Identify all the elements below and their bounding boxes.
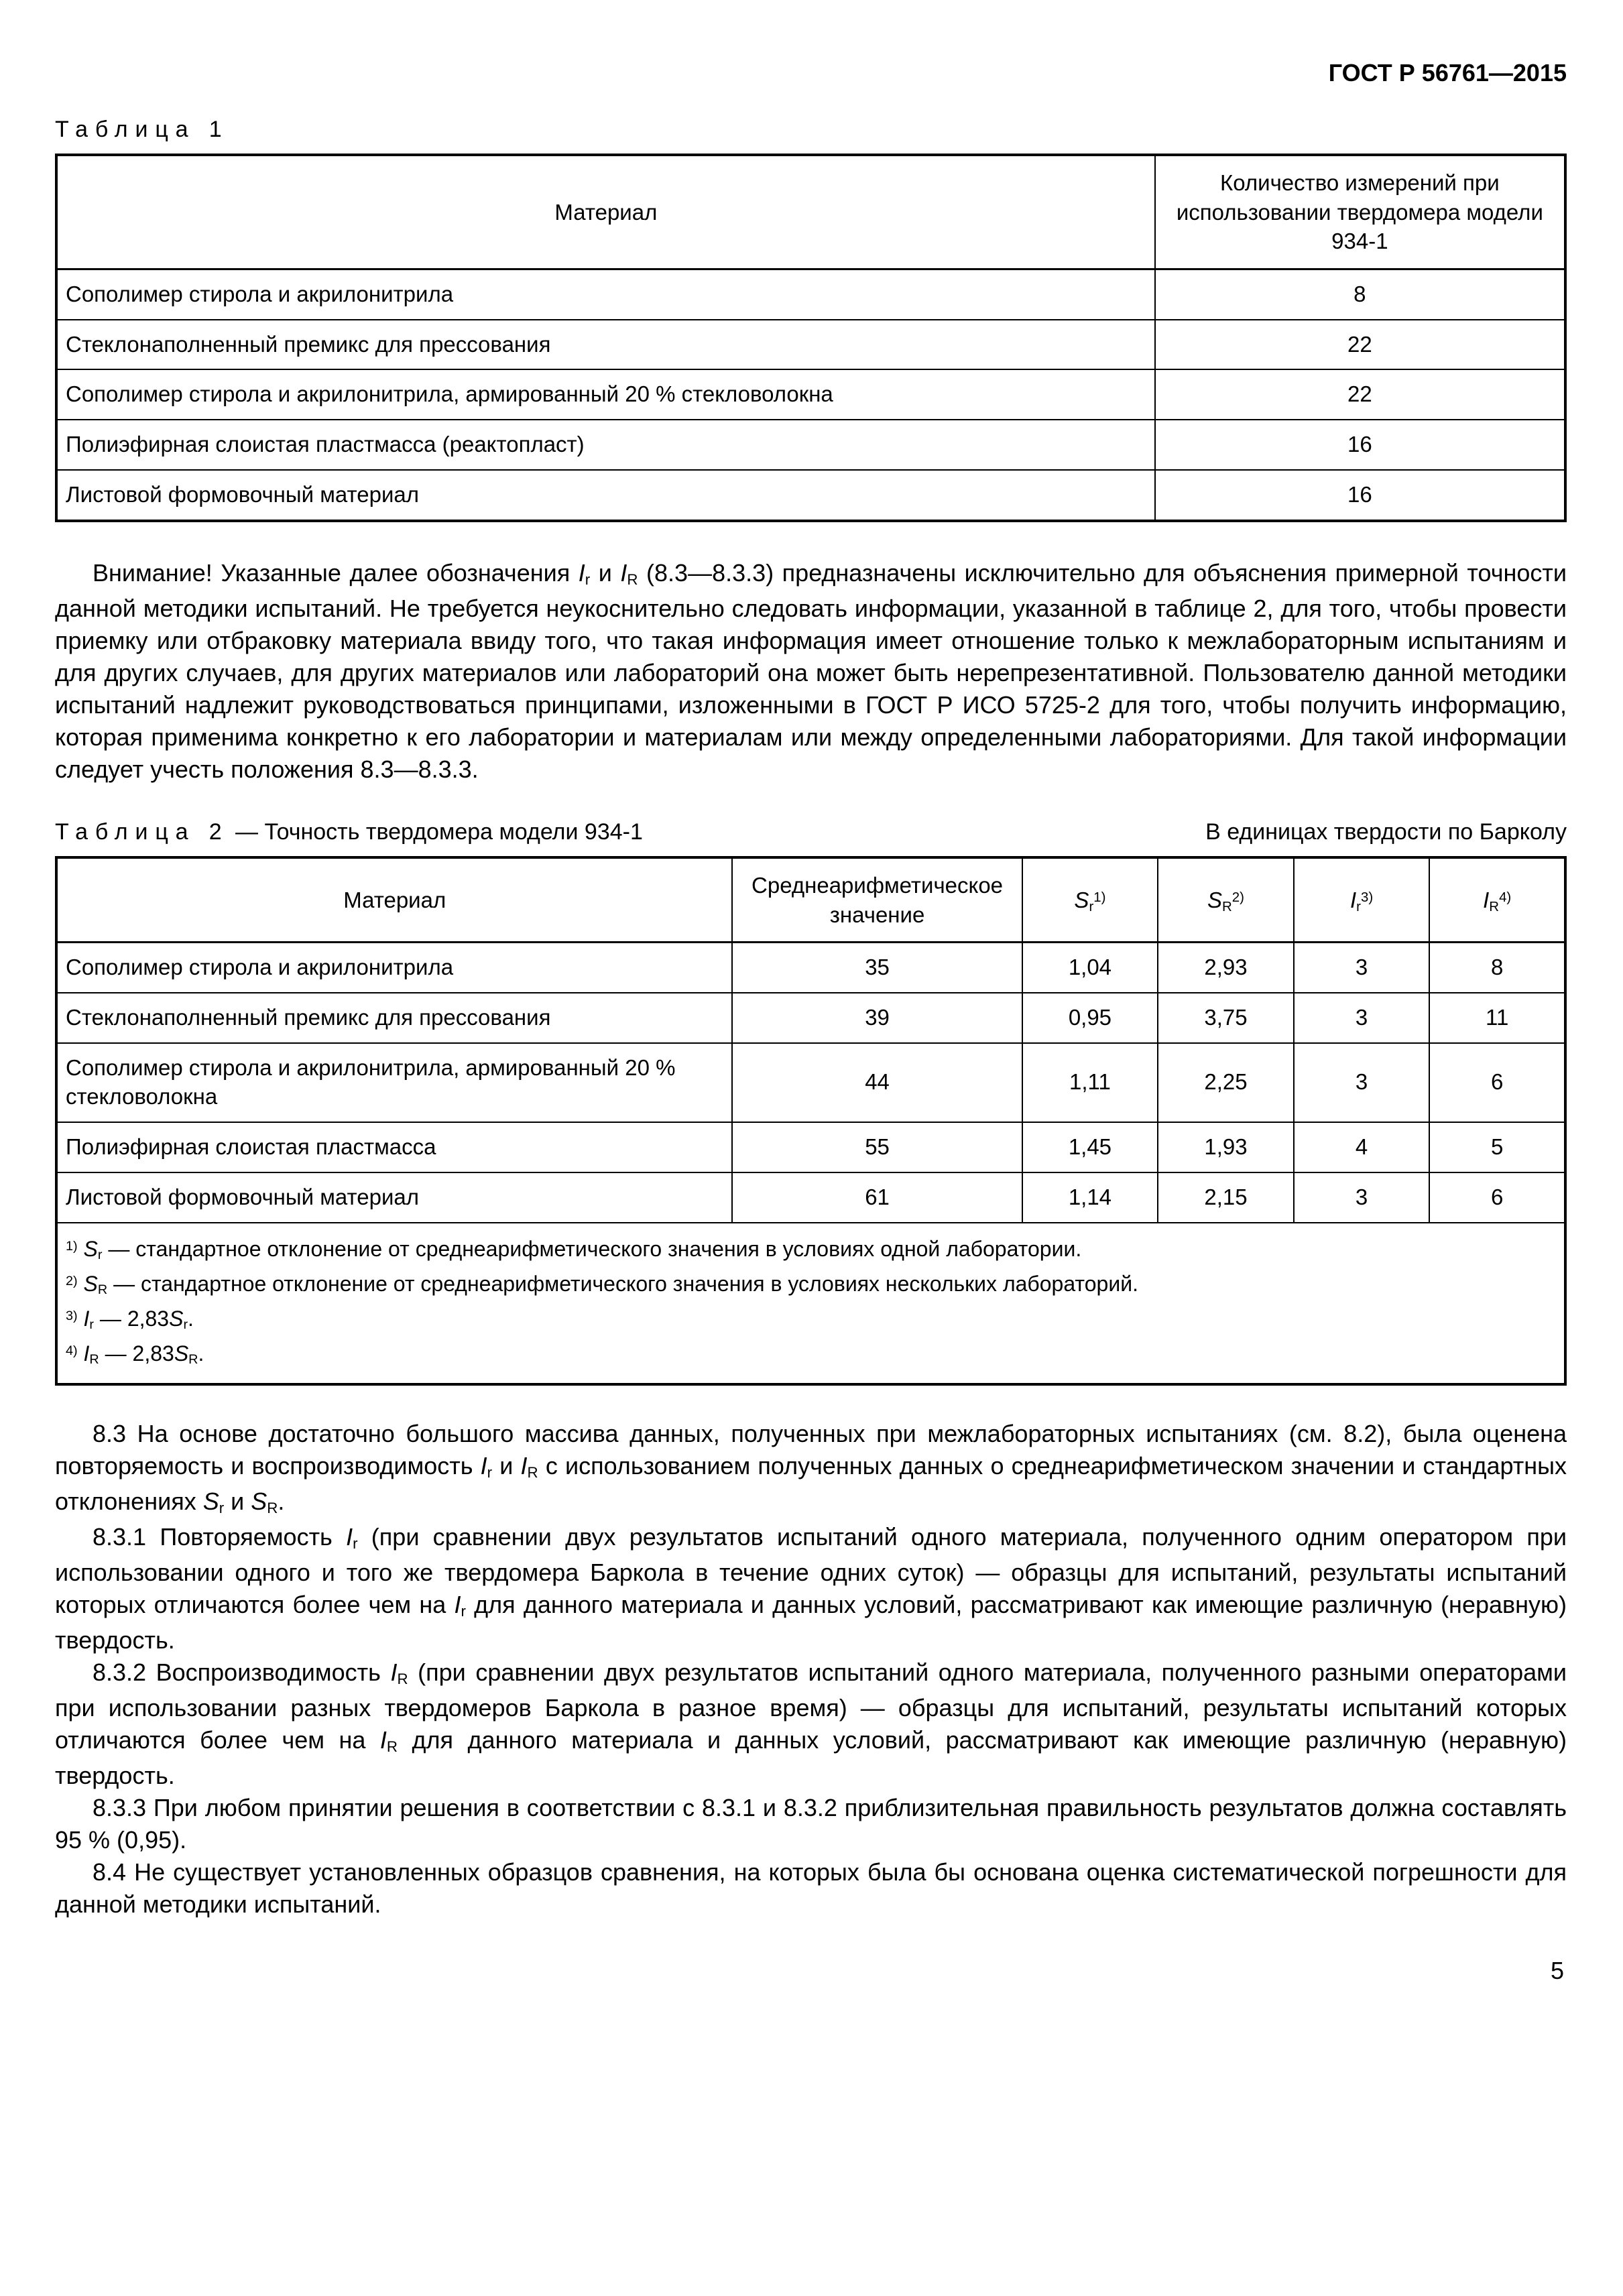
ir-cell: 3 [1294,1172,1430,1223]
material-cell: Полиэфирная слоистая пластмасса (реактопласт) [56,420,1155,470]
table-1 [55,154,1567,522]
mean-cell: 35 [732,943,1022,993]
count-cell: 16 [1155,470,1565,521]
material-cell: Сополимер стирола и акрилонитрила [56,943,732,993]
footnote-2: $^{2)}$ $S_R$ — стандартное отклонение от среднеарифметического значения в условиях нескольких лабораторий. [66,1271,1138,1298]
table-2-header-row [56,857,1565,943]
table-2-col-mean: Среднеарифметическое значение [732,857,1022,943]
table-2-caption-text: — Точность твердомера модели 934-1 [235,819,643,845]
ir-cell: 3 [1294,943,1430,993]
sR-cell: 1,93 [1158,1122,1294,1172]
table-1-col-material: Материал [56,155,1155,269]
material-cell: Сополимер стирола и акрилонитрила, армированный 20 % стекловолокна [56,1043,732,1122]
sR-cell: 2,93 [1158,943,1294,993]
ir-cell: 4 [1294,1122,1430,1172]
doc-header: ГОСТ Р 56761—2015 [1328,59,1567,86]
mean-cell: 55 [732,1122,1022,1172]
paragraph-8-3-3: 8.3.3 При любом принятии решения в соответствии с 8.3.1 и 8.3.2 приблизительная правильность результатов должна составлять 95 % (0,95). [55,1793,1567,1854]
table-1-caption [55,117,1567,143]
table-1-col-count: Количество измерений при использовании твердомера модели 934-1 [1155,155,1565,269]
mean-cell: 39 [732,993,1022,1043]
count-cell: 22 [1155,369,1565,420]
table-2 [55,856,1567,1385]
table-row [56,1122,1565,1172]
table-1-caption-label: Таблица 1 [55,117,229,142]
table-row [56,420,1565,470]
body-text [55,1418,1567,1921]
material-cell: Стеклонаполненный премикс для прессования [56,993,732,1043]
table-2-col-sr: $S_r^{1)}$ [1022,857,1158,943]
table-2-col-material: Материал [56,857,732,943]
table-row [56,1172,1565,1223]
material-cell: Сополимер стирола и акрилонитрила [56,269,1155,319]
count-cell: 16 [1155,420,1565,470]
paragraph-8-3: 8.3 На основе достаточно большого массива данных, полученных при межлабораторных испытаниях (см. 8.2), была оценена повторяемость и воспроизводимость $I_r$ и $I_R$ с использованием полученных данных о среднеарифметическом значении и стандартных отклонениях $S_r$ и $S_R$. [55,1419,1567,1516]
iR-cell: 8 [1429,943,1565,993]
table-row [56,1043,1565,1122]
material-cell: Листовой формовочный материал [56,470,1155,521]
sR-cell: 2,25 [1158,1043,1294,1122]
count-cell: 8 [1155,269,1565,319]
table-2-col-sR: $S_R^{2)}$ [1158,857,1294,943]
material-cell: Листовой формовочный материал [56,1172,732,1223]
table-2-units-note: В единицах твердости по Барколу [1205,819,1567,845]
table-row [56,470,1565,521]
iR-cell: 6 [1429,1172,1565,1223]
table-2-col-iR: $I_R^{4)}$ [1429,857,1565,943]
table-2-caption [55,819,643,845]
table-row [56,369,1565,420]
table-2-col-ir: $I_r^{3)}$ [1294,857,1430,943]
sR-cell: 3,75 [1158,993,1294,1043]
sr-cell: 1,04 [1022,943,1158,993]
sr-cell: 1,14 [1022,1172,1158,1223]
footnote-1: $^{1)}$ $S_r$ — стандартное отклонение от среднеарифметического значения в условиях одной лаборатории. [66,1236,1082,1263]
table-2-footnotes [56,1223,1565,1384]
sr-cell: 1,11 [1022,1043,1158,1122]
footnote-4: $^{4)}$ $I_R$ — $2,83S_R$. [66,1341,204,1368]
material-cell: Сополимер стирола и акрилонитрила, армированный 20 % стекловолокна [56,369,1155,420]
paragraph-8-3-2: 8.3.2 Воспроизводимость $I_R$ (при сравнении двух результатов испытаний одного материала, полученного разными операторами при использовании разных твердомеров Баркола в разное время) — образцы для испытаний, результаты испытаний которых отличаются более чем на $I_R$ для данного материала и данных условий, рассматривают как имеющие различную (неравную) твердость. [55,1658,1567,1789]
table-2-caption-row [55,819,1567,845]
table-row [56,943,1565,993]
mean-cell: 44 [732,1043,1022,1122]
table-2-footnotes-row [56,1223,1565,1384]
iR-cell: 5 [1429,1122,1565,1172]
material-cell: Полиэфирная слоистая пластмасса [56,1122,732,1172]
ir-cell: 3 [1294,993,1430,1043]
iR-cell: 6 [1429,1043,1565,1122]
paragraph-8-4: 8.4 Не существует установленных образцов сравнения, на которых была бы основана оценка систематической погрешности для данной методики испытаний. [55,1858,1567,1918]
footnote-3: $^{3)}$ $I_r$ — $2,83S_r$. [66,1306,194,1333]
table-1-header-row [56,155,1565,269]
material-cell: Стеклонаполненный премикс для прессования [56,320,1155,370]
sR-cell: 2,15 [1158,1172,1294,1223]
ir-cell: 3 [1294,1043,1430,1122]
table-row [56,993,1565,1043]
notice-paragraph: Внимание! Указанные далее обозначения $I_r$ и $I_R$ (8.3—8.3.3) предназначены исключительно для объяснения примерной точности данной методики испытаний. Не требуется неукоснительно следовать информации, указанной в таблице 2, для того, чтобы провести приемку или отбраковку материала ввиду того, что такая информация имеет отношение только к межлабораторным испытаниям и для других случаев, для других материалов или лабораторий она может быть нерепрезентативной. Пользователю данной методики испытаний надлежит руководствоваться принципами, изложенными в ГОСТ Р ИСО 5725-2 для того, чтобы получить информацию, которая применима конкретно к его лаборатории и материалам или между определенными лабораториями. Для такой информации следует учесть положения 8.3—8.3.3. [55,559,1567,784]
table-row [56,269,1565,319]
page-number: 5 [1550,1956,1564,1984]
sr-cell: 0,95 [1022,993,1158,1043]
table-row [56,320,1565,370]
count-cell: 22 [1155,320,1565,370]
sr-cell: 1,45 [1022,1122,1158,1172]
mean-cell: 61 [732,1172,1022,1223]
table-2-caption-label: Таблица 2 [55,819,229,845]
paragraph-8-3-1: 8.3.1 Повторяемость $I_r$ (при сравнении двух результатов испытаний одного материала, полученного одним оператором при использовании одного и того же твердомера Баркола в течение одних суток) — образцы для испытаний, результаты испытаний которых отличаются более чем на $I_r$ для данного материала и данных условий, рассматривают как имеющие различную (неравную) твердость. [55,1522,1567,1654]
iR-cell: 11 [1429,993,1565,1043]
